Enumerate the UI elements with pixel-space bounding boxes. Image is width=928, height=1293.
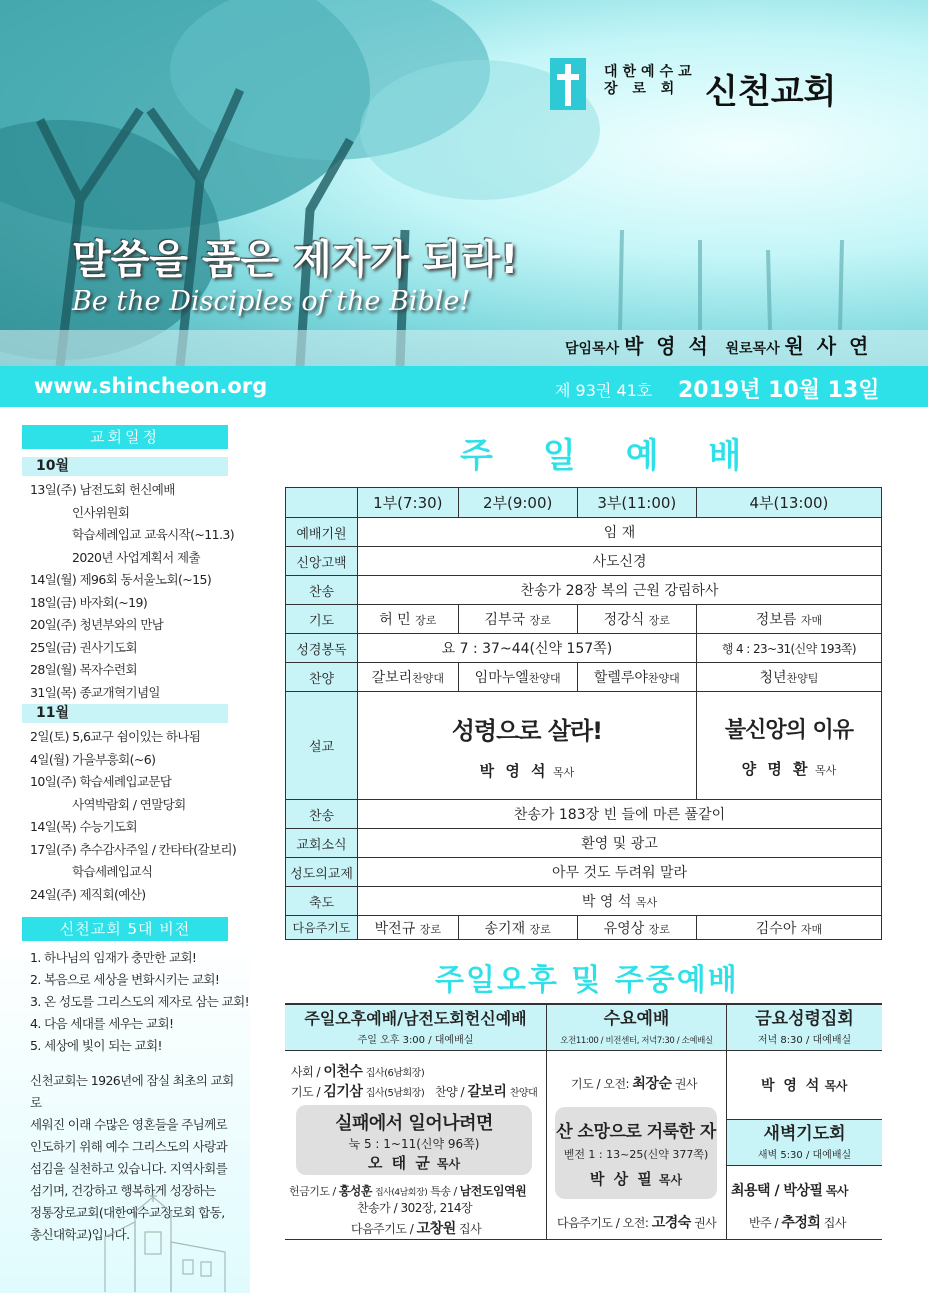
event-item: 14일(목) 수능기도회 <box>30 819 137 834</box>
event-item: 13일(주) 남전도회 헌신예배 <box>30 482 175 497</box>
next-prayer: 다음주기도 / 고창원 집사 <box>351 1221 482 1237</box>
hymns: 찬송가 / 302장, 214장 <box>357 1201 473 1215</box>
column-head: 주일오후예배/남전도회헌신예배 <box>285 1005 546 1033</box>
service-3: 3부(11:00) <box>577 488 696 518</box>
event-item: 10일(주) 학습세례입교문답 <box>30 774 172 789</box>
service-4: 4부(13:00) <box>696 488 881 518</box>
call-to-worship: 임 재 <box>358 518 882 547</box>
row-label: 성도의교제 <box>286 858 358 887</box>
info-bar <box>0 366 928 407</box>
denomination: 대한예수교 장 로 회 <box>604 64 697 97</box>
event-item: 28일(월) 목자수련회 <box>30 662 137 677</box>
sermon-title: 실패에서 일어나려면 <box>335 1113 493 1134</box>
header-banner <box>0 0 928 366</box>
next-prayer-4: 김수아 자매 <box>696 916 881 940</box>
sermon-title-4: 불신앙의 이유 <box>724 717 854 743</box>
weekday-services <box>285 1003 882 1240</box>
church-news: 환영 및 광고 <box>358 829 882 858</box>
sermon-box: 실패에서 일어나려면 눅 5 : 1~11(신약 96쪽) 오 태 균 목사 <box>296 1105 532 1175</box>
dawn-prayer-head: 새벽기도회 <box>727 1120 882 1148</box>
church-logo-icon <box>550 58 586 110</box>
scripture: 눅 5 : 1~11(신약 96쪽) <box>348 1137 480 1151</box>
sermon-main: 성령으로 살라! 박 영 석 목사 <box>358 692 697 800</box>
column-time: 주일 오후 3:00 / 대예배실 <box>285 1033 546 1051</box>
october-events <box>30 479 234 704</box>
next-prayer-3: 유영상 장로 <box>577 916 696 940</box>
event-item: 학습세례입교식 <box>72 864 153 879</box>
dawn-prayer-time: 새벽 5:30 / 대예배실 <box>727 1148 882 1166</box>
header-blank <box>286 488 358 518</box>
prayer-3: 정강식 장로 <box>577 605 696 634</box>
next-prayer-1: 박전규 장로 <box>358 916 459 940</box>
row-label: 축도 <box>286 887 358 916</box>
wednesday-service-column <box>547 1005 727 1239</box>
choir: 찬양 / 갈보리 찬양대 <box>435 1084 538 1100</box>
column-head: 금요성령집회 <box>727 1005 882 1033</box>
row-label: 성경봉독 <box>286 634 358 663</box>
vision-item: 4. 다음 세대를 세우는 교회! <box>30 1016 174 1031</box>
vision-list <box>30 947 249 1057</box>
afternoon-service-column <box>285 1005 547 1239</box>
sermon-box: 산 소망으로 거룩한 자 벧전 1 : 13~25(신약 377쪽) 박 상 필 목사 <box>555 1107 717 1199</box>
next-prayer-2: 송기재 장로 <box>458 916 577 940</box>
dawn-preachers: 최용택 / 박상필 목사 <box>731 1183 849 1199</box>
choir-2: 임마누엘찬양대 <box>458 663 577 692</box>
slogan-korean: 말씀을 품은 제자가 되라! <box>72 237 519 283</box>
prayer-1: 허 민 장로 <box>358 605 459 634</box>
event-item: 17일(주) 추수감사주일 / 칸타타(갈보리) <box>30 841 237 857</box>
row-label: 신앙고백 <box>286 547 358 576</box>
church-name: 신천교회 <box>705 72 837 112</box>
sermon-4: 불신앙의 이유 양 명 환 목사 <box>696 692 881 800</box>
issue-date: 2019년 10월 13일 <box>678 378 880 403</box>
website-link[interactable]: www.shincheon.org <box>34 374 268 398</box>
accompanist: 반주 / 추정희 집사 <box>749 1215 846 1231</box>
event-item: 4일(월) 가을부흥회(~6) <box>30 751 156 767</box>
preacher-name: 박 영 석 <box>479 761 549 780</box>
column-time: 오전11:00 / 비전센터, 저녁7:30 / 소예배실 <box>547 1033 726 1051</box>
event-item: 20일(주) 청년부와의 만남 <box>30 617 164 632</box>
event-item: 31일(목) 종교개혁기념일 <box>30 684 160 700</box>
event-item: 2일(토) 5,6교구 쉼이있는 하나됨 <box>30 729 201 744</box>
choir-4: 청년찬양팀 <box>696 663 881 692</box>
november-events <box>30 726 236 906</box>
sermon-title: 산 소망으로 거룩한 자 <box>556 1122 716 1142</box>
service-1: 1부(7:30) <box>358 488 459 518</box>
slogan-english: Be the Disciples of the Bible! <box>72 286 471 317</box>
issue-number: 제 93권 41호 <box>555 381 653 400</box>
event-item: 사역박람회 / 연말당회 <box>72 796 186 812</box>
vision-item: 3. 온 성도를 그리스도의 제자로 삼는 교회! <box>30 994 249 1009</box>
sunday-service-title: 주일예배 <box>460 436 792 476</box>
event-item: 24일(주) 제직회(예산) <box>30 886 146 902</box>
row-label: 찬송 <box>286 800 358 829</box>
service-2: 2부(9:00) <box>458 488 577 518</box>
sidebar <box>0 407 250 1293</box>
preacher: 박 영 석 목사 <box>761 1078 847 1094</box>
prayer: 기도 / 김기삼 집사(5남회장) <box>291 1084 425 1100</box>
friday-service-column <box>727 1005 882 1239</box>
event-item: 18일(금) 바자회(~19) <box>30 594 148 610</box>
sunday-service-table <box>285 487 882 940</box>
event-item: 25일(금) 권사기도회 <box>30 639 137 655</box>
next-prayer: 다음주기도 / 오전: 고경숙 권사 <box>557 1215 717 1231</box>
prayer-4: 정보름 자매 <box>696 605 881 634</box>
church-building-illustration <box>95 1192 235 1292</box>
preacher-name-4: 양 명 환 <box>741 759 811 778</box>
benediction: 박 영 석 목사 <box>358 887 882 916</box>
church-introduction: 신천교회는 1926년에 잠실 최초의 교회로 세워진 이래 수많은 영혼들을 주님께로 인도하기 위해 예수 그리스도의 사랑과 섬김을 실천하고 있습니다. 지역사회를 섬기며, 건강하고 행복하게 성장하는 정통장로교회(대한예수교장로회 합동, 총신대학교)입니다. <box>30 1073 234 1242</box>
scripture: 벧전 1 : 13~25(신약 377쪽) <box>563 1148 709 1161</box>
month-november: 11월 <box>22 704 228 723</box>
month-october: 10월 <box>22 457 228 476</box>
prayer-2: 김부국 장로 <box>458 605 577 634</box>
preacher: 박 상 필 <box>589 1170 654 1188</box>
opening-hymn: 찬송가 28장 복의 근원 강림하사 <box>358 576 882 605</box>
event-item: 2020년 사업계획서 제출 <box>72 549 200 565</box>
scripture-reading: 요 7 : 37~44(신약 157쪽) <box>358 634 697 663</box>
row-label: 설교 <box>286 692 358 800</box>
column-time: 저녁 8:30 / 대예배실 <box>727 1033 882 1051</box>
creed: 사도신경 <box>358 547 882 576</box>
vision-item: 2. 복음으로 세상을 변화시키는 교회! <box>30 972 220 987</box>
event-item: 인사위원회 <box>72 504 130 520</box>
row-label: 교회소식 <box>286 829 358 858</box>
row-label: 기도 <box>286 605 358 634</box>
event-item: 14일(월) 제96회 동서울노회(~15) <box>30 572 212 587</box>
closing-hymn: 찬송가 183장 빈 들에 마른 풀같이 <box>358 800 882 829</box>
prayer: 기도 / 오전: 최장순 권사 <box>571 1076 697 1092</box>
row-label: 찬송 <box>286 576 358 605</box>
choir-3: 할렐루야찬양대 <box>577 663 696 692</box>
schedule-title: 교회일정 <box>22 425 228 449</box>
row-label: 찬양 <box>286 663 358 692</box>
offering-prayer: 헌금기도 / 홍성훈 집사(4남회장) 특송 / 남전도임역원 <box>289 1184 527 1198</box>
scripture-reading-4: 행 4 : 23~31(신약 193쪽) <box>696 634 881 663</box>
vision-title: 신천교회 5대 비전 <box>22 917 228 941</box>
afternoon-service-title: 주일오후 및 주중예배 <box>435 963 739 998</box>
choir-1: 갈보리찬양대 <box>358 663 459 692</box>
column-head: 수요예배 <box>547 1005 726 1033</box>
leader: 사회 / 이천수 집사(6남회장) <box>291 1064 425 1080</box>
pastors: 담임목사 박 영 석 원로목사 원 사 연 <box>565 334 872 358</box>
preacher: 오 태 균 <box>367 1154 432 1172</box>
row-label: 다음주기도 <box>286 916 358 940</box>
vision-item: 1. 하나님의 임재가 충만한 교회! <box>30 950 197 965</box>
fellowship: 아무 것도 두려워 말라 <box>358 858 882 887</box>
sermon-title: 성령으로 살라! <box>451 716 603 745</box>
event-item: 학습세례입교 교육시작(~11.3) <box>72 527 234 542</box>
row-label: 예배기원 <box>286 518 358 547</box>
vision-item: 5. 세상에 빛이 되는 교회! <box>30 1038 162 1053</box>
